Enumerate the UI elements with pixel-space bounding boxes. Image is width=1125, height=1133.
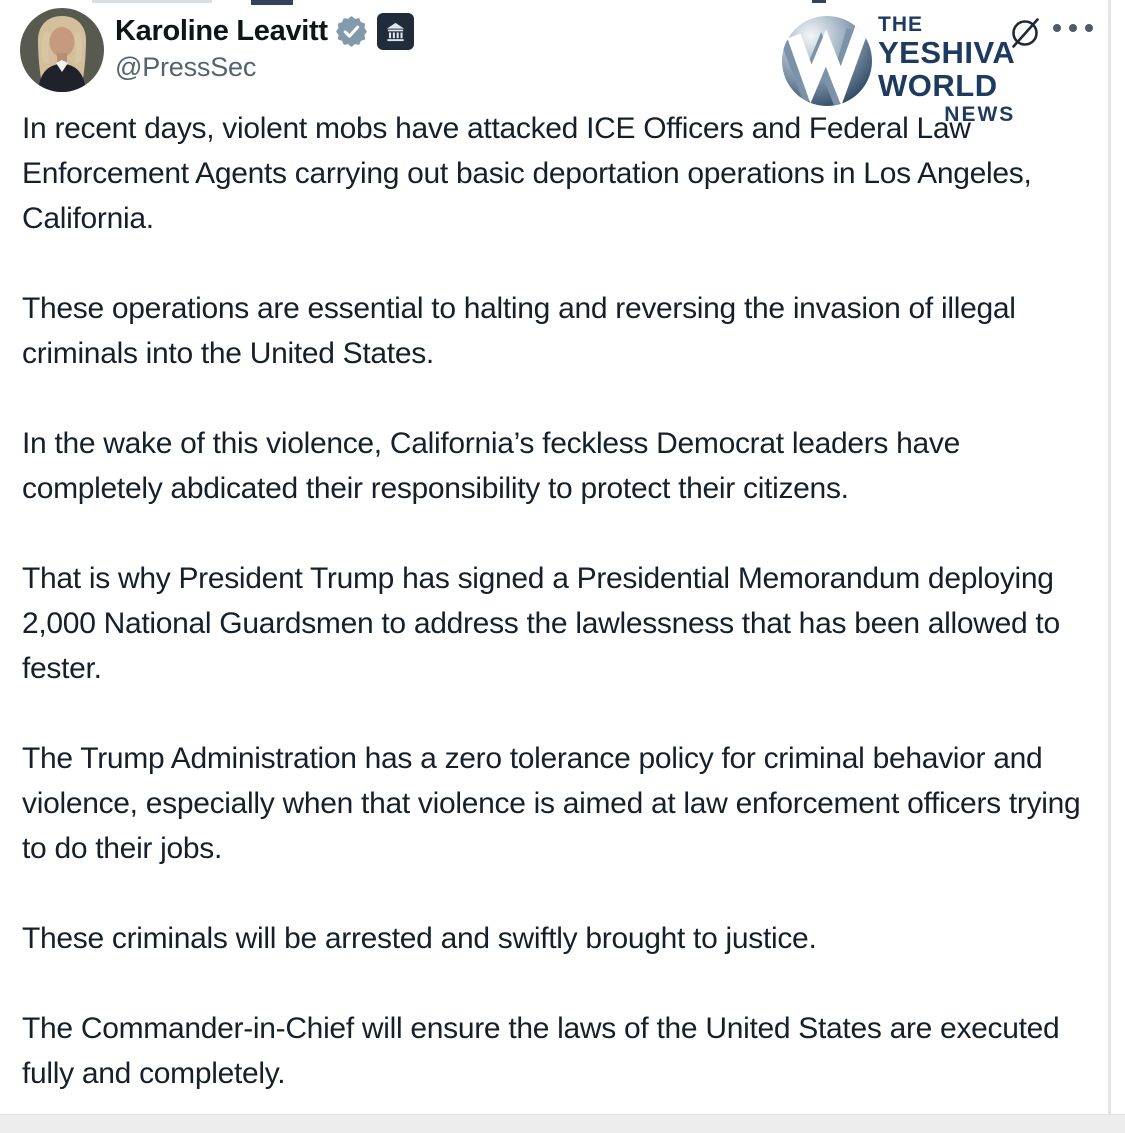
grok-button[interactable] (1008, 16, 1042, 50)
dot-icon (1069, 24, 1077, 32)
ywn-news: NEWS (944, 103, 1016, 126)
post-paragraph: The Commander-in-Chief will ensure the laws of the United States are executed fully and completely. (22, 1012, 1060, 1090)
screenshot-crop-artifact (251, 0, 293, 5)
post-paragraph: That is why President Trump has signed a Presidential Memorandum deploying 2,000 National Guardsmen to address the lawlessness that has been allowed to fester. (22, 562, 1060, 685)
post-paragraph: In recent days, violent mobs have attacked ICE Officers and Federal Law Enforcement Agents carrying out basic deportation operations in Los Angeles, California. (22, 112, 1032, 235)
verified-badge-icon (336, 16, 367, 47)
avatar-illustration (20, 8, 104, 92)
display-name[interactable]: Karoline Leavitt (115, 15, 328, 47)
avatar[interactable] (20, 8, 104, 92)
dot-icon (1085, 24, 1093, 32)
user-handle[interactable]: @PressSec (115, 52, 257, 82)
post-paragraph: In the wake of this violence, California’s feckless Democrat leaders have completely abdicated their responsibility to protect their citizens. (22, 427, 961, 505)
post-paragraph: These operations are essential to halting and reversing the invasion of illegal criminals into the United States. (22, 292, 1016, 370)
post-body (22, 103, 1090, 1096)
ywn-the: THE (878, 13, 923, 36)
screenshot-crop-artifact (812, 0, 826, 3)
screenshot-crop-artifact (92, 0, 212, 3)
post-paragraph: These criminals will be arrested and swiftly brought to justice. (22, 922, 817, 955)
ywn-globe-icon (780, 14, 874, 108)
government-badge (377, 13, 414, 50)
more-options-button[interactable] (1053, 24, 1093, 32)
dot-icon (1053, 24, 1061, 32)
page-edge-line (1108, 0, 1111, 1133)
ywn-yeshiva: YESHIVA (878, 35, 1016, 70)
grok-icon (1008, 16, 1042, 50)
bottom-edge-strip (0, 1114, 1125, 1133)
government-building-icon (384, 20, 407, 43)
ywn-world: WORLD (878, 68, 998, 103)
post-paragraph: The Trump Administration has a zero tolerance policy for criminal behavior and violence, especially when that violence is aimed at law enforcement officers trying to do their jobs. (22, 742, 1081, 865)
